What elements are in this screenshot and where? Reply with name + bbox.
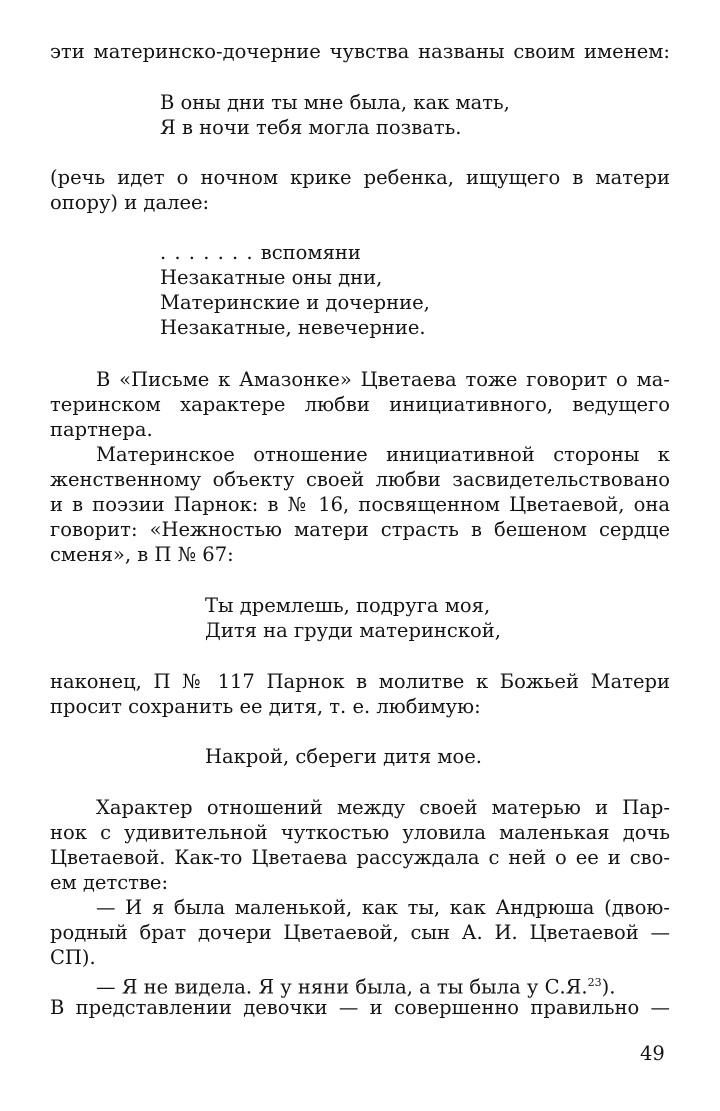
verse-line: . . . . . . . вспомяни <box>160 241 361 264</box>
verse-line: Материнские и дочерние, <box>160 291 430 314</box>
text-line: Цветаевой. Как-то Цветаева рассуждала с ней о ее и сво- <box>50 846 670 869</box>
text-line: женственному объекту своей любви засвидетельствовано <box>50 468 670 491</box>
line-text: — Я не видела. Я у няни была, а ты была у С.Я. <box>96 975 588 999</box>
text-line: — И я была маленькой, как ты, как Андрюша (двою- <box>96 896 670 919</box>
text-line: наконец, П № 117 Парнок в молитве к Божьей Матери <box>50 670 670 693</box>
verse-line: Я в ночи тебя могла позвать. <box>160 116 462 139</box>
text-line: нок с удивительной чуткостью уловила маленькая дочь <box>50 821 670 844</box>
text-line: опору) и далее: <box>50 191 210 214</box>
footnote-marker: 23 <box>587 976 602 989</box>
text-line: теринском характере любви инициативного, ведущего <box>50 393 670 416</box>
verse-line: Незакатные оны дни, <box>160 266 383 289</box>
page-number: 49 <box>640 1042 665 1065</box>
text-line: говорит: «Нежностью матери страсть в бешеном сердце <box>50 518 670 541</box>
text-line: СП). <box>50 946 96 969</box>
text-line: ем детстве: <box>50 871 169 894</box>
text-line: родный брат дочери Цветаевой, сын А. И. Цветаевой — <box>50 921 670 944</box>
text-line: эти материнско-дочерние чувства названы своим именем: <box>50 40 670 63</box>
text-line: В «Письме к Амазонке» Цветаева тоже говорит о ма- <box>96 368 670 391</box>
text-line: партнера. <box>50 418 153 441</box>
text-line: и в поэзии Парнок: в № 16, посвященном Цветаевой, она <box>50 493 670 516</box>
verse-line: Накрой, сбереги дитя мое. <box>205 745 483 768</box>
text-line: просит сохранить ее дитя, т. е. любимую: <box>50 695 481 718</box>
verse-line: В оны дни ты мне была, как мать, <box>160 91 510 114</box>
verse-line: Незакатные, невечерние. <box>160 316 426 339</box>
verse-line: Дитя на груди материнской, <box>205 619 501 642</box>
text-line: Материнское отношение инициативной стороны к <box>96 443 670 466</box>
verse-line: Ты дремлешь, подруга моя, <box>205 594 491 617</box>
text-line: сменя», в П № 67: <box>50 543 234 566</box>
text-line: Характер отношений между своей матерью и Пар- <box>96 796 670 819</box>
text-line: (речь идет о ночном крике ребенка, ищущего в матери <box>50 166 670 189</box>
text-line: В представлении девочки — и совершенно правильно — <box>50 996 670 1019</box>
closing-punctuation: ). <box>601 975 616 999</box>
